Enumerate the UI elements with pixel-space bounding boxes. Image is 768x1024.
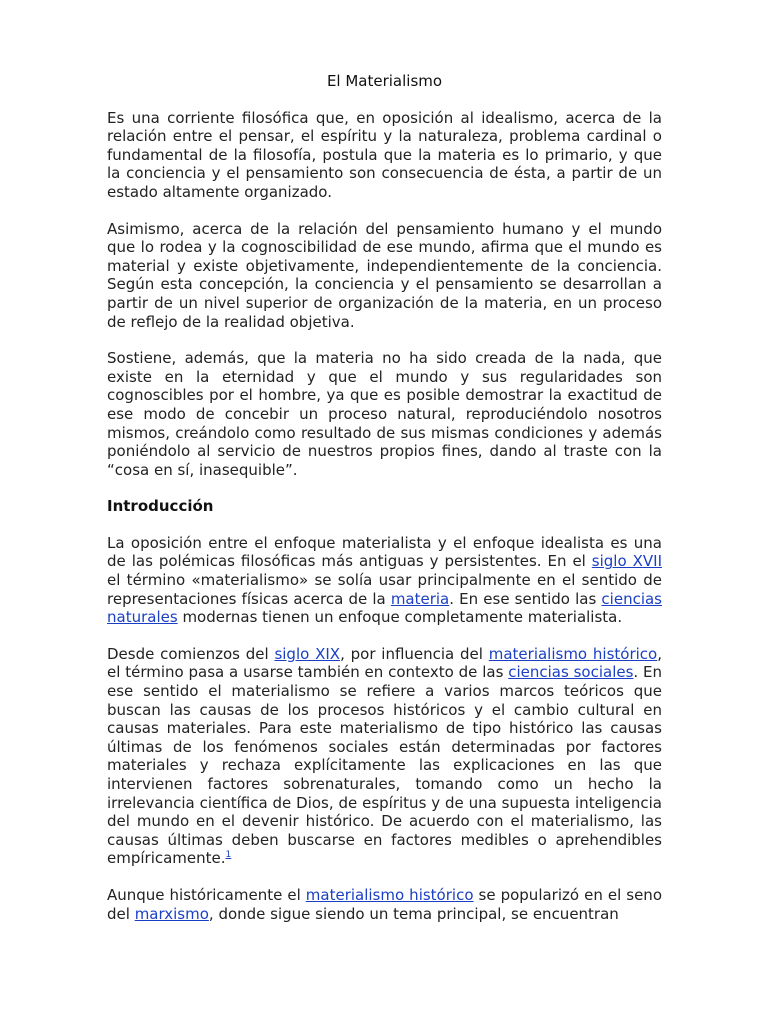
paragraph-4-text-4: modernas tienen un enfoque completamente materialista. (177, 608, 623, 627)
document-page (107, 72, 662, 941)
paragraph-6-text-3: , donde sigue siendo un tema principal, se encuentran (208, 904, 619, 923)
link-siglo-xix[interactable]: siglo XIX (274, 644, 341, 663)
paragraph-5-text-4: . En ese sentido el materialismo se refiere a varios marcos teóricos que buscan las causas de los procesos históricos y el cambio cultural en causas materiales. Para este materialismo de tipo histórico las causas últimas de los fenómenos sociales están determinadas por factores materiales y rechaza explícitamente las explicaciones en las que intervienen factores sobrenaturales, tomando como un hecho la irrelevancia científica de Dios, de espíritus y de una supuesta inteligencia del mundo en el devenir histórico. De acuerdo con el materialismo, las causas últimas deben buscarse en factores medibles o aprehendibles empíricamente. (107, 663, 662, 868)
paragraph-4-text-3: . En ese sentido las (449, 589, 602, 608)
paragraph-5-text-1: Desde comienzos del (107, 644, 275, 663)
link-materialismo-historico-2[interactable]: materialismo histórico (305, 885, 474, 904)
paragraph-5-text-2: , por influencia del (340, 644, 489, 663)
paragraph-6-text-2: se popularizó en el seno del (107, 885, 662, 923)
section-heading-introduccion: Introducción (107, 497, 214, 516)
link-materialismo-historico[interactable]: materialismo histórico (488, 644, 658, 663)
footnote-ref-1[interactable]: 1 (225, 850, 232, 861)
link-ciencias-sociales[interactable]: ciencias sociales (508, 663, 634, 682)
link-siglo-xvii[interactable]: siglo XVII (591, 552, 662, 571)
paragraph-5-text-3: , el término pasa a usarse también en contexto de las (107, 644, 662, 682)
paragraph-1: Es una corriente filosófica que, en oposición al idealismo, acerca de la relación entre el pensar, el espíritu y la naturaleza, problema cardinal o fundamental de la filosofía, postula que la materia es lo primario, y que la conciencia y el pensamiento son consecuencia de ésta, a partir de un estado altamente organizado. (107, 108, 662, 201)
link-materia[interactable]: materia (390, 589, 450, 608)
paragraph-4-text-2: el término «materialismo» se solía usar principalmente en el sentido de representaciones físicas acerca de la (107, 571, 662, 608)
paragraph-6 (107, 886, 662, 923)
paragraph-5 (107, 645, 662, 868)
paragraph-4-text-1: La oposición entre el enfoque materialista y el enfoque idealista es una de las polémicas filosóficas más antiguas y persistentes. En el (107, 533, 662, 571)
paragraph-4 (107, 534, 662, 627)
page-title: El Materialismo (326, 72, 443, 90)
paragraph-2: Asimismo, acerca de la relación del pensamiento humano y el mundo que lo rodea y la cognoscibilidad de ese mundo, afirma que el mundo es material y existe objetivamente, independientemente de la conciencia. Según esta concepción, la conciencia y el pensamiento se desarrollan a partir de un nivel superior de organización de la materia, en un proceso de reflejo de la realidad objetiva. (107, 219, 662, 331)
paragraph-6-text-1: Aunque históricamente el (107, 885, 306, 904)
link-marxismo[interactable]: marxismo (134, 904, 209, 923)
link-ciencias-naturales[interactable]: ciencias naturales (107, 589, 662, 627)
paragraph-3: Sostiene, además, que la materia no ha sido creada de la nada, que existe en la eternidad y que el mundo y sus regularidades son cognoscibles por el hombre, ya que es posible demostrar la exactitud de ese modo de concebir un proceso natural, reproduciéndolo nosotros mismos, creándolo como resultado de sus mismas condiciones y además poniéndolo al servicio de nuestros propios fines, dando al traste con la “cosa en sí, inasequible”. (107, 349, 662, 479)
